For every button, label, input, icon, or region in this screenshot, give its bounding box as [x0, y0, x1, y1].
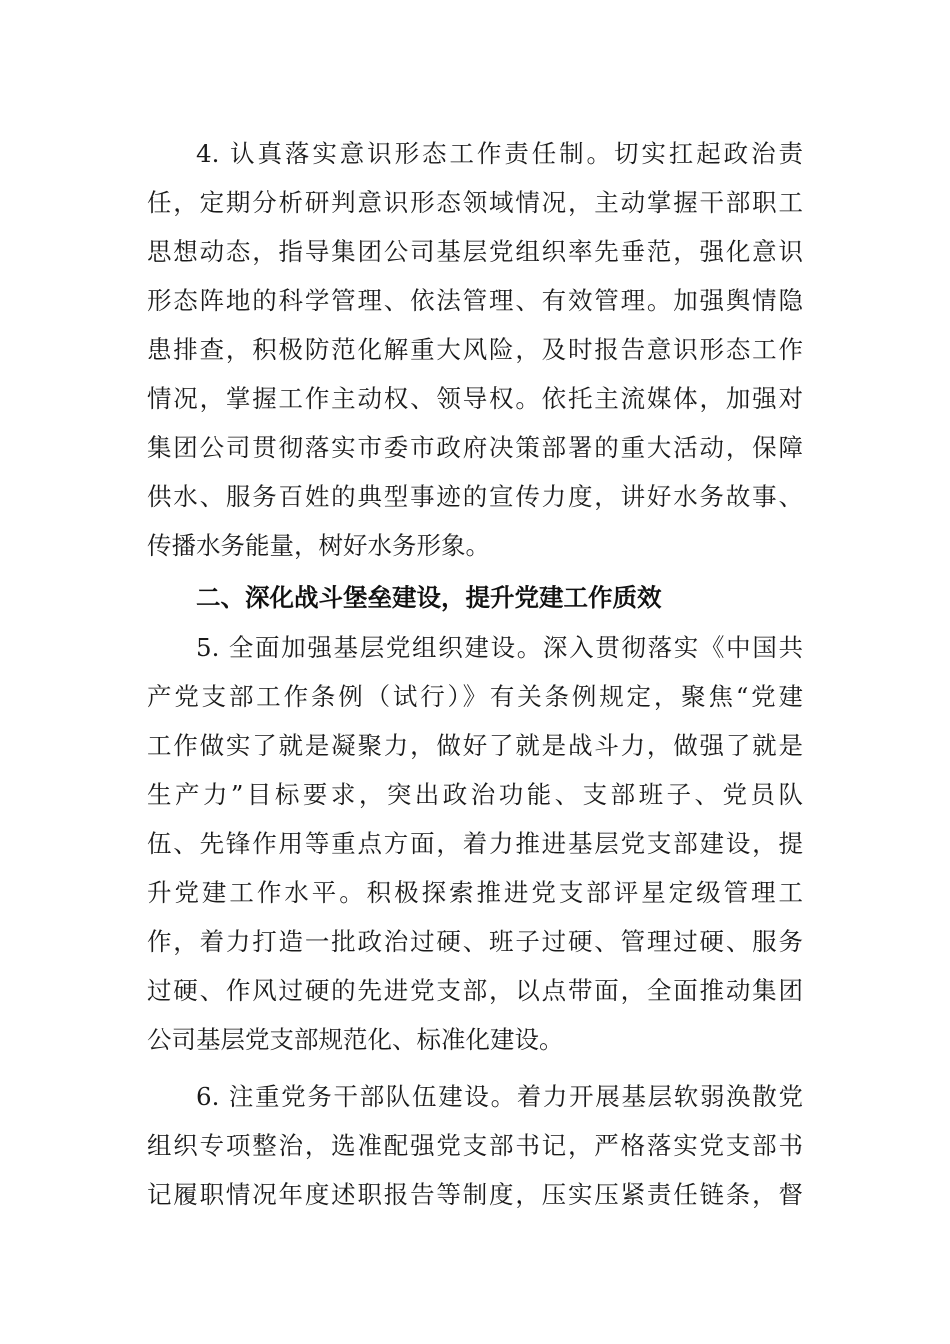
paragraph-line: 集团公司贯彻落实市委市政府决策部署的重大活动，保障: [147, 433, 803, 462]
paragraph-line: 情况，掌握工作主动权、领导权。依托主流媒体，加强对: [147, 384, 803, 413]
paragraph-line: 升党建工作水平。积极探索推进党支部评星定级管理工: [147, 878, 803, 907]
paragraph-line: 供水、服务百姓的典型事迹的宣传力度，讲好水务故事、: [147, 482, 803, 511]
paragraph-line: 6. 注重党务干部队伍建设。着力开展基层软弱涣散党: [196, 1082, 803, 1111]
paragraph-line: 4. 认真落实意识形态工作责任制。切实扛起政治责: [196, 139, 803, 168]
paragraph-line: 伍、先锋作用等重点方面，着力推进基层党支部建设，提: [147, 829, 803, 858]
paragraph-line: 产党支部工作条例（试行）》有关条例规定，聚焦“党建: [147, 682, 803, 711]
paragraph-line: 公司基层党支部规范化、标准化建设。: [147, 1025, 564, 1054]
paragraph-line: 形态阵地的科学管理、依法管理、有效管理。加强舆情隐: [147, 286, 803, 315]
paragraph-line: 任，定期分析研判意识形态领域情况，主动掌握干部职工: [147, 188, 803, 217]
paragraph-line: 患排查，积极防范化解重大风险，及时报告意识形态工作: [147, 335, 803, 364]
paragraph-line: 工作做实了就是凝聚力，做好了就是战斗力，做强了就是: [147, 731, 803, 760]
paragraph-line: 传播水务能量，树好水务形象。: [147, 531, 490, 560]
paragraph-line: 记履职情况年度述职报告等制度，压实压紧责任链条，督: [147, 1180, 803, 1209]
paragraph-line: 5. 全面加强基层党组织建设。深入贯彻落实《中国共: [196, 633, 803, 662]
paragraph-line: 作，着力打造一批政治过硬、班子过硬、管理过硬、服务: [147, 927, 803, 956]
paragraph-line: 生产力”目标要求，突出政治功能、支部班子、党员队: [147, 780, 803, 809]
paragraph-line: 组织专项整治，选准配强党支部书记，严格落实党支部书: [147, 1131, 803, 1160]
section-heading: 二、深化战斗堡垒建设，提升党建工作质效: [196, 583, 662, 612]
paragraph-line: 过硬、作风过硬的先进党支部，以点带面，全面推动集团: [147, 976, 803, 1005]
paragraph-line: 思想动态，指导集团公司基层党组织率先垂范，强化意识: [147, 237, 803, 266]
